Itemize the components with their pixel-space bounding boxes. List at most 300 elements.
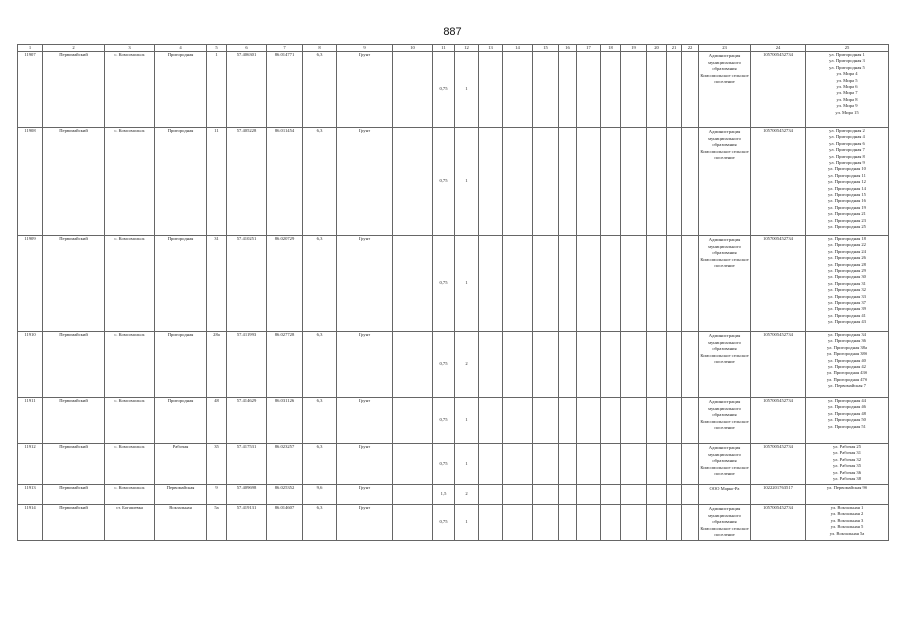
cell-cover: Грунт bbox=[337, 485, 393, 505]
cell-house: 48 bbox=[207, 398, 227, 444]
street-entry: ул. Пригородная 18 bbox=[828, 236, 866, 241]
column-number: 20 bbox=[647, 45, 667, 52]
cell-empty bbox=[503, 128, 533, 236]
cell-c8: 9,6 bbox=[303, 485, 337, 505]
cell-empty bbox=[667, 398, 682, 444]
cell-district: Первомайский bbox=[43, 128, 105, 236]
cell-empty bbox=[682, 485, 699, 505]
cell-empty bbox=[559, 332, 577, 398]
street-entry: ул. Мира 9 bbox=[836, 103, 858, 109]
cell-lon: 86.014607 bbox=[267, 505, 303, 541]
column-number: 1 bbox=[18, 45, 43, 52]
cell-empty bbox=[682, 332, 699, 398]
cell-lat: 57.414629 bbox=[227, 398, 267, 444]
cell-district: Первомайский bbox=[43, 505, 105, 541]
street-entry: ул. Пригородная 39 bbox=[828, 306, 866, 312]
cell-empty bbox=[621, 444, 647, 485]
cell-house: 31 bbox=[207, 236, 227, 332]
cell-empty bbox=[479, 128, 503, 236]
cell-empty bbox=[533, 485, 559, 505]
street-entry: ул. Пригородная 40 bbox=[828, 357, 866, 363]
cell-owner: Администрация муниципального образования Комсомольское сельское поселение bbox=[699, 128, 751, 236]
column-number: 3 bbox=[105, 45, 155, 52]
cell-empty bbox=[559, 485, 577, 505]
register-table bbox=[17, 44, 889, 541]
cell-streets bbox=[806, 398, 889, 444]
cell-lat: 57.409698 bbox=[227, 485, 267, 505]
street-entry: ул. Пригородная 7 bbox=[829, 147, 865, 153]
street-entry: ул. Рабочая 38 bbox=[833, 476, 861, 482]
cell-empty bbox=[621, 236, 647, 332]
cell-settlement: с. Комсомольск bbox=[105, 236, 155, 332]
cell-owner: Администрация муниципального образования Комсомольское сельское поселение bbox=[699, 52, 751, 128]
column-number: 8 bbox=[303, 45, 337, 52]
column-number: 4 bbox=[155, 45, 207, 52]
cell-settlement: с. Комсомольск bbox=[105, 332, 155, 398]
cell-lat: 57.411993 bbox=[227, 332, 267, 398]
cell-empty bbox=[393, 52, 433, 128]
cell-ogrn: 1057005452734 bbox=[751, 236, 806, 332]
cell-empty bbox=[577, 332, 601, 398]
street-entry: ул. Пригородная 33 bbox=[828, 293, 866, 299]
street-entry: ул. Первомайская 9б bbox=[826, 485, 868, 490]
cell-empty bbox=[503, 398, 533, 444]
column-number: 22 bbox=[682, 45, 699, 52]
cell-house: 5а bbox=[207, 505, 227, 541]
cell-settlement: с. Комсомольск bbox=[105, 444, 155, 485]
cell-area: 0,75 bbox=[433, 505, 455, 541]
cell-settlement: с. Комсомольск bbox=[105, 485, 155, 505]
column-number: 23 bbox=[699, 45, 751, 52]
cell-street: Рабочая bbox=[155, 444, 207, 485]
cell-empty bbox=[621, 332, 647, 398]
cell-empty bbox=[393, 444, 433, 485]
cell-empty bbox=[601, 444, 621, 485]
cell-empty bbox=[682, 236, 699, 332]
column-number: 2 bbox=[43, 45, 105, 52]
cell-settlement: ст. Богашевка bbox=[105, 505, 155, 541]
cell-empty bbox=[479, 52, 503, 128]
column-number: 21 bbox=[667, 45, 682, 52]
cell-n: 11911 bbox=[18, 398, 43, 444]
cell-district: Первомайский bbox=[43, 398, 105, 444]
cell-c8: 6,3 bbox=[303, 332, 337, 398]
table-row bbox=[18, 332, 889, 398]
cell-lon: 86.027728 bbox=[267, 332, 303, 398]
street-entry: ул. Пригородная 46 bbox=[828, 404, 866, 410]
cell-area: 0,75 bbox=[433, 398, 455, 444]
cell-count: 2 bbox=[455, 332, 479, 398]
cell-empty bbox=[393, 332, 433, 398]
cell-district: Первомайский bbox=[43, 444, 105, 485]
cell-empty bbox=[667, 505, 682, 541]
cell-owner: Администрация муниципального образования Комсомольское сельское поселение bbox=[699, 398, 751, 444]
cell-empty bbox=[559, 52, 577, 128]
street-entry: ул. Пригородная 29 bbox=[828, 268, 866, 274]
column-number: 16 bbox=[559, 45, 577, 52]
street-entry: ул. Пригородная 43 bbox=[828, 319, 866, 325]
table-row bbox=[18, 444, 889, 485]
street-entry: ул. Пригородная 25 bbox=[828, 224, 866, 230]
street-entry: ул. Вокзальная 1 bbox=[830, 505, 864, 510]
cell-count: 2 bbox=[455, 485, 479, 505]
street-entry: ул. Пригородная 6 bbox=[829, 140, 865, 146]
column-number: 19 bbox=[621, 45, 647, 52]
cell-empty bbox=[647, 485, 667, 505]
cell-lon: 86.014771 bbox=[267, 52, 303, 128]
street-entry: ул. Пригородная 19 bbox=[828, 204, 866, 210]
cell-empty bbox=[647, 128, 667, 236]
street-entry: ул. Вокзальная 3 bbox=[830, 517, 864, 523]
street-entry: ул. Рабочая 36 bbox=[833, 469, 861, 475]
column-number: 25 bbox=[806, 45, 889, 52]
cell-street: Пригородная bbox=[155, 398, 207, 444]
cell-empty bbox=[647, 505, 667, 541]
cell-empty bbox=[647, 444, 667, 485]
street-entry: ул. Пригородная 34 bbox=[828, 332, 866, 337]
column-number: 12 bbox=[455, 45, 479, 52]
cell-district: Первомайский bbox=[43, 52, 105, 128]
cell-empty bbox=[667, 332, 682, 398]
cell-empty bbox=[682, 505, 699, 541]
street-entry: ул. Пригородная 24 bbox=[828, 248, 866, 254]
cell-empty bbox=[503, 485, 533, 505]
cell-count: 1 bbox=[455, 52, 479, 128]
street-entry: ул. Пригородная 9 bbox=[829, 160, 865, 166]
cell-lat: 57.419131 bbox=[227, 505, 267, 541]
cell-cover: Грунт bbox=[337, 398, 393, 444]
cell-owner: Администрация муниципального образования Комсомольское сельское поселение bbox=[699, 444, 751, 485]
cell-empty bbox=[621, 52, 647, 128]
street-entry: ул. Пригородная 16 bbox=[828, 198, 866, 204]
cell-ogrn: 1022201763517 bbox=[751, 485, 806, 505]
cell-street: Вокзальная bbox=[155, 505, 207, 541]
table-row bbox=[18, 128, 889, 236]
street-entry: ул. Вокзальная 5 bbox=[830, 524, 864, 530]
cell-empty bbox=[577, 128, 601, 236]
street-entry: ул. Вокзальная 5а bbox=[829, 530, 865, 536]
cell-count: 1 bbox=[455, 444, 479, 485]
street-entry: ул. Мира 7 bbox=[836, 90, 858, 96]
cell-street: Пригородная bbox=[155, 236, 207, 332]
cell-empty bbox=[601, 398, 621, 444]
street-entry: ул. Пригородная 10 bbox=[828, 166, 866, 172]
table-row bbox=[18, 398, 889, 444]
cell-empty bbox=[621, 485, 647, 505]
street-entry: ул. Пригородная 47б bbox=[826, 376, 868, 382]
street-entry: ул. Пригородная 8 bbox=[829, 153, 865, 159]
table-row bbox=[18, 485, 889, 505]
cell-settlement: с. Комсомольск bbox=[105, 398, 155, 444]
street-entry: ул. Вокзальная 2 bbox=[830, 511, 864, 517]
cell-empty bbox=[647, 398, 667, 444]
cell-lon: 86.020729 bbox=[267, 236, 303, 332]
cell-ogrn: 1057005452734 bbox=[751, 128, 806, 236]
cell-empty bbox=[621, 128, 647, 236]
column-number: 24 bbox=[751, 45, 806, 52]
page-number: 887 bbox=[443, 26, 462, 38]
cell-district: Первомайский bbox=[43, 236, 105, 332]
street-entry: ул. Пригородная 51 bbox=[828, 423, 866, 429]
cell-c8: 6,3 bbox=[303, 444, 337, 485]
street-entry: ул. Пригородная 5 bbox=[829, 64, 865, 70]
cell-empty bbox=[503, 505, 533, 541]
cell-empty bbox=[667, 52, 682, 128]
cell-empty bbox=[479, 485, 503, 505]
cell-area: 0,75 bbox=[433, 236, 455, 332]
cell-count: 1 bbox=[455, 236, 479, 332]
street-entry: ул. Пригородная 31 bbox=[828, 280, 866, 286]
cell-cover: Грунт bbox=[337, 52, 393, 128]
cell-empty bbox=[682, 128, 699, 236]
cell-empty bbox=[479, 236, 503, 332]
street-entry: ул. Рабочая 35 bbox=[833, 463, 861, 469]
cell-streets bbox=[806, 332, 889, 398]
street-entry: ул. Мира 8 bbox=[836, 96, 858, 102]
cell-streets bbox=[806, 444, 889, 485]
cell-c8: 6,3 bbox=[303, 398, 337, 444]
cell-empty bbox=[533, 52, 559, 128]
cell-n: 11913 bbox=[18, 485, 43, 505]
cell-cover: Грунт bbox=[337, 128, 393, 236]
cell-streets bbox=[806, 485, 889, 505]
cell-ogrn: 1057005452734 bbox=[751, 505, 806, 541]
cell-empty bbox=[559, 236, 577, 332]
cell-empty bbox=[503, 444, 533, 485]
cell-empty bbox=[503, 52, 533, 128]
cell-count: 1 bbox=[455, 505, 479, 541]
cell-empty bbox=[667, 444, 682, 485]
street-entry: ул. Пригородная 12 bbox=[828, 179, 866, 185]
street-entry: ул. Пригородная 11 bbox=[828, 172, 866, 178]
cell-street: Пригородная bbox=[155, 128, 207, 236]
cell-cover: Грунт bbox=[337, 505, 393, 541]
cell-cover: Грунт bbox=[337, 332, 393, 398]
cell-empty bbox=[559, 398, 577, 444]
street-entry: ул. Пригородная 38а bbox=[826, 344, 867, 350]
cell-n: 11907 bbox=[18, 52, 43, 128]
cell-n: 11912 bbox=[18, 444, 43, 485]
street-entry: ул. Пригородная 41 bbox=[828, 312, 866, 318]
cell-empty bbox=[682, 52, 699, 128]
cell-empty bbox=[533, 128, 559, 236]
cell-empty bbox=[503, 236, 533, 332]
street-entry: ул. Пригородная 26 bbox=[828, 255, 866, 261]
street-entry: ул. Пригородная 15 bbox=[828, 192, 866, 198]
cell-empty bbox=[533, 505, 559, 541]
street-entry: ул. Мира 4 bbox=[836, 71, 858, 77]
cell-empty bbox=[601, 485, 621, 505]
column-number: 14 bbox=[503, 45, 533, 52]
cell-empty bbox=[621, 505, 647, 541]
street-entry: ул. Пригородная 3 bbox=[829, 58, 865, 64]
cell-empty bbox=[533, 332, 559, 398]
cell-district: Первомайский bbox=[43, 485, 105, 505]
cell-n: 11909 bbox=[18, 236, 43, 332]
cell-count: 1 bbox=[455, 128, 479, 236]
cell-c8: 6,3 bbox=[303, 236, 337, 332]
table-row bbox=[18, 52, 889, 128]
cell-empty bbox=[647, 236, 667, 332]
cell-lat: 57.406301 bbox=[227, 52, 267, 128]
cell-empty bbox=[577, 485, 601, 505]
cell-ogrn: 1057005452734 bbox=[751, 332, 806, 398]
cell-ogrn: 1057005452734 bbox=[751, 444, 806, 485]
street-entry: ул. Пригородная 48 bbox=[828, 410, 866, 416]
cell-house: 11 bbox=[207, 128, 227, 236]
cell-empty bbox=[577, 444, 601, 485]
cell-area: 1,5 bbox=[433, 485, 455, 505]
street-entry: ул. Пригородная 2 bbox=[829, 128, 865, 133]
cell-settlement: с. Комсомольск bbox=[105, 128, 155, 236]
cell-empty bbox=[503, 332, 533, 398]
cell-empty bbox=[559, 444, 577, 485]
cell-empty bbox=[682, 398, 699, 444]
cell-empty bbox=[479, 332, 503, 398]
cell-n: 11914 bbox=[18, 505, 43, 541]
cell-owner: Администрация муниципального образования Комсомольское сельское поселение bbox=[699, 236, 751, 332]
street-entry: ул. Первомайская 7 bbox=[828, 383, 866, 389]
cell-cover: Грунт bbox=[337, 444, 393, 485]
cell-empty bbox=[601, 52, 621, 128]
street-entry: ул. Пригородная 14 bbox=[828, 185, 866, 191]
street-entry: ул. Пригородная 21 bbox=[828, 211, 866, 217]
cell-streets bbox=[806, 128, 889, 236]
street-entry: ул. Пригородная 32 bbox=[828, 287, 866, 293]
cell-lat: 57.405228 bbox=[227, 128, 267, 236]
cell-empty bbox=[577, 398, 601, 444]
cell-empty bbox=[533, 236, 559, 332]
cell-empty bbox=[393, 485, 433, 505]
cell-streets bbox=[806, 236, 889, 332]
column-number: 18 bbox=[601, 45, 621, 52]
cell-lon: 86.011454 bbox=[267, 128, 303, 236]
cell-street: Пригородная bbox=[155, 52, 207, 128]
cell-owner: ООО Марко-Ра bbox=[699, 485, 751, 505]
column-number: 13 bbox=[479, 45, 503, 52]
cell-lat: 57.410251 bbox=[227, 236, 267, 332]
cell-streets bbox=[806, 52, 889, 128]
cell-c8: 6,3 bbox=[303, 505, 337, 541]
cell-empty bbox=[479, 444, 503, 485]
cell-empty bbox=[393, 236, 433, 332]
cell-house: 35 bbox=[207, 444, 227, 485]
cell-empty bbox=[393, 398, 433, 444]
cell-empty bbox=[559, 128, 577, 236]
column-number: 7 bbox=[267, 45, 303, 52]
street-entry: ул. Пригородная 22 bbox=[828, 242, 866, 248]
cell-empty bbox=[601, 505, 621, 541]
cell-c8: 6,3 bbox=[303, 128, 337, 236]
cell-empty bbox=[647, 332, 667, 398]
cell-empty bbox=[393, 505, 433, 541]
table-row bbox=[18, 505, 889, 541]
cell-empty bbox=[682, 444, 699, 485]
cell-empty bbox=[601, 236, 621, 332]
cell-lat: 57.417531 bbox=[227, 444, 267, 485]
cell-count: 1 bbox=[455, 398, 479, 444]
column-number: 5 bbox=[207, 45, 227, 52]
cell-area: 0,75 bbox=[433, 128, 455, 236]
cell-area: 0,75 bbox=[433, 332, 455, 398]
cell-empty bbox=[533, 444, 559, 485]
cell-empty bbox=[647, 52, 667, 128]
cell-empty bbox=[479, 398, 503, 444]
cell-owner: Администрация муниципального образования Комсомольское сельское поселение bbox=[699, 332, 751, 398]
cell-cover: Грунт bbox=[337, 236, 393, 332]
cell-empty bbox=[601, 128, 621, 236]
street-entry: ул. Мира 5 bbox=[836, 77, 858, 83]
cell-house: 1 bbox=[207, 52, 227, 128]
column-number: 10 bbox=[393, 45, 433, 52]
cell-n: 11908 bbox=[18, 128, 43, 236]
cell-settlement: с. Комсомольск bbox=[105, 52, 155, 128]
cell-n: 11910 bbox=[18, 332, 43, 398]
column-number: 11 bbox=[433, 45, 455, 52]
cell-owner: Администрация муниципального образования Комсомольское сельское поселение bbox=[699, 505, 751, 541]
cell-empty bbox=[667, 485, 682, 505]
cell-empty bbox=[479, 505, 503, 541]
cell-empty bbox=[667, 236, 682, 332]
cell-lon: 86.025352 bbox=[267, 485, 303, 505]
street-entry: ул. Пригородная 37 bbox=[828, 300, 866, 306]
cell-house: 28а bbox=[207, 332, 227, 398]
table-row bbox=[18, 236, 889, 332]
street-entry: ул. Пригородная 4 bbox=[829, 134, 865, 140]
column-number: 15 bbox=[533, 45, 559, 52]
cell-empty bbox=[667, 128, 682, 236]
street-entry: ул. Пригородная 38б bbox=[826, 351, 868, 357]
cell-empty bbox=[393, 128, 433, 236]
street-entry: ул. Пригородная 28 bbox=[828, 261, 866, 267]
street-entry: ул. Пригородная 42 bbox=[828, 364, 866, 370]
column-number: 17 bbox=[577, 45, 601, 52]
cell-empty bbox=[577, 236, 601, 332]
cell-ogrn: 1057005452734 bbox=[751, 398, 806, 444]
street-entry: ул. Пригородная 36 bbox=[828, 338, 866, 344]
cell-lon: 86.031126 bbox=[267, 398, 303, 444]
street-entry: ул. Мира 6 bbox=[836, 84, 858, 90]
street-entry: ул. Рабочая 32 bbox=[833, 456, 861, 462]
cell-area: 0,75 bbox=[433, 444, 455, 485]
cell-empty bbox=[577, 505, 601, 541]
street-entry: ул. Пригородная 50 bbox=[828, 417, 866, 423]
cell-lon: 86.023257 bbox=[267, 444, 303, 485]
cell-street: Пригородная bbox=[155, 332, 207, 398]
cell-area: 0,75 bbox=[433, 52, 455, 128]
cell-empty bbox=[559, 505, 577, 541]
cell-streets bbox=[806, 505, 889, 541]
cell-house: 9 bbox=[207, 485, 227, 505]
cell-ogrn: 1057005452734 bbox=[751, 52, 806, 128]
column-number-row bbox=[18, 45, 889, 52]
street-entry: ул. Пригородная 43б bbox=[826, 370, 868, 376]
street-entry: ул. Рабочая 31 bbox=[833, 450, 861, 456]
street-entry: ул. Рабочая 25 bbox=[833, 444, 861, 449]
street-entry: ул. Мира 15 bbox=[835, 109, 859, 115]
column-number: 9 bbox=[337, 45, 393, 52]
street-entry: ул. Пригородная 1 bbox=[829, 52, 865, 57]
street-entry: ул. Пригородная 30 bbox=[828, 274, 866, 280]
street-entry: ул. Пригородная 44 bbox=[828, 398, 866, 403]
street-entry: ул. Пригородная 23 bbox=[828, 217, 866, 223]
cell-empty bbox=[533, 398, 559, 444]
cell-c8: 6,3 bbox=[303, 52, 337, 128]
cell-empty bbox=[601, 332, 621, 398]
cell-district: Первомайский bbox=[43, 332, 105, 398]
column-number: 6 bbox=[227, 45, 267, 52]
cell-empty bbox=[621, 398, 647, 444]
